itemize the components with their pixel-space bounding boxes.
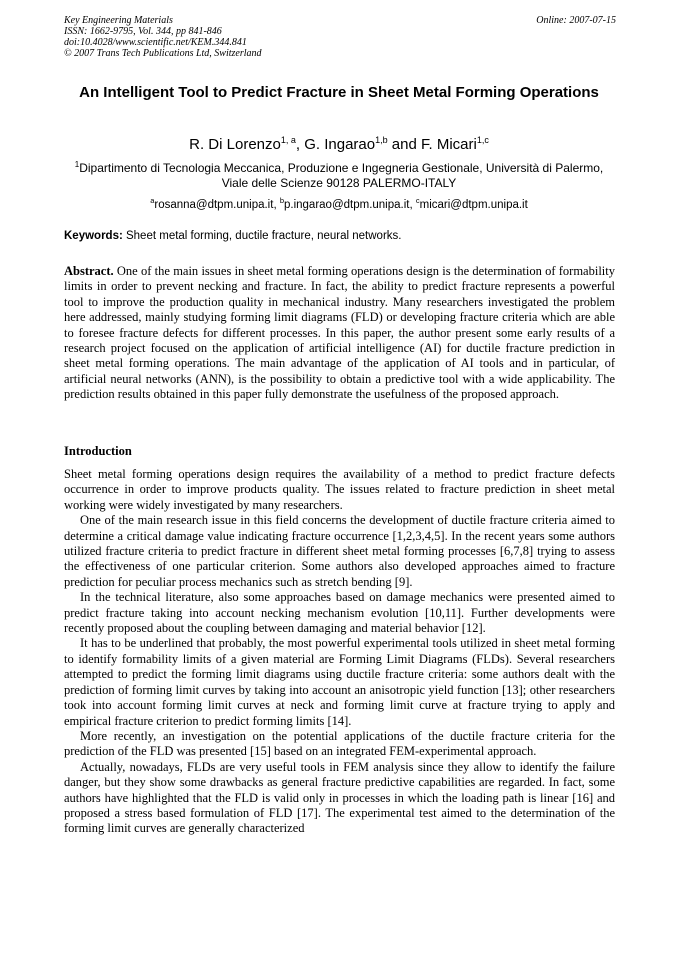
author-affiliation-mark: 1, a bbox=[280, 135, 296, 145]
abstract-text: One of the main issues in sheet metal forming operations design is the determination of formability limits in order to prevent necking and fracture. In fact, the ability to predict fracture represents a powerful tool to improve the production quality in mechanical industry. Many researchers investigated the problem here addressed, mainly studying forming limit diagrams (FLD) or developing fracture criteria which are able to foresee fracture defects for different processes. In this paper, the author present some early results of a research project focused on the application of artificial intelligence (AI) for ductile fracture prediction in sheet metal forming operations. The main advantage of the application of AI tools and in particular, of artificial neural networks (ANN), is the possibility to obtain a predictive tool with a wide applicability. The prediction results obtained in this paper fully demonstrate the usefulness of the proposed approach. bbox=[64, 264, 615, 402]
author-name: F. Micari bbox=[421, 136, 477, 153]
author-list bbox=[64, 130, 614, 155]
email-separator: , bbox=[273, 198, 280, 211]
journal-header bbox=[64, 15, 616, 59]
introduction-body bbox=[64, 467, 615, 837]
email-mark: c bbox=[415, 196, 420, 205]
paper-title: An Intelligent Tool to Predict Fracture in Sheet Metal Forming Operations bbox=[79, 84, 599, 101]
keywords-label: Keywords: bbox=[64, 230, 123, 242]
keywords-text: Sheet metal forming, ductile fracture, neural networks. bbox=[122, 230, 402, 242]
journal-name: Key Engineering Materials bbox=[64, 15, 173, 26]
email-mark: a bbox=[150, 196, 155, 205]
affiliation-mark: 1 bbox=[74, 160, 80, 169]
paragraph: One of the main research issue in this field concerns the development of ductile fracture criteria aimed to determine a critical damage value indicating fracture occurrence [1,2,3,4,5]. In the recent years some authors utilized fracture criteria to predict fracture in different sheet metal forming processes [6,7,8] trying to assess the effectiveness of one particular criterion. Some authors also developed approaches aimed to fracture prediction for peculiar process mechanics such as stretch bending [9]. bbox=[64, 513, 615, 589]
introduction-heading: Introduction bbox=[64, 444, 132, 458]
email-address[interactable]: p.ingarao@dtpm.unipa.it bbox=[284, 198, 410, 211]
email-list bbox=[64, 193, 614, 213]
email-address[interactable]: micari@dtpm.unipa.it bbox=[419, 198, 528, 211]
abstract bbox=[64, 264, 615, 403]
paragraph: Actually, nowadays, FLDs are very useful tools in FEM analysis since they allow to identify the failure danger, but they show some drawbacks as general fracture predictive capabilities are regarded. In fact, some authors have highlighted that the FLD is valid only in processes in which the loading path is linear [16] and proposed a stress based formulation of FLD [17]. The experimental test aimed to the determination of the forming limit curves are generally characterized bbox=[64, 759, 615, 836]
affiliation-text: Dipartimento di Tecnologia Meccanica, Produzione e Ingegneria Gestionale, Università di Palermo, Viale delle Scienze 90128 PALERMO-ITALY bbox=[79, 161, 604, 190]
author-name: R. Di Lorenzo bbox=[189, 136, 281, 153]
email-separator: , bbox=[409, 198, 416, 211]
email-address[interactable]: rosanna@dtpm.unipa.it bbox=[154, 198, 274, 211]
paragraph: More recently, an investigation on the potential applications of the ductile fracture criteria for the prediction of the FLD was presented [15] based on an integrated FEM-experimental approach. bbox=[64, 728, 615, 759]
doi-line: doi:10.4028/www.scientific.net/KEM.344.841 bbox=[64, 37, 247, 48]
paragraph: In the technical literature, also some approaches based on damage mechanics were presented aimed to predict fracture taking into account necking mechanism evolution [10,11]. Further developments were recently proposed about the coupling between damaging and material behavior [12]. bbox=[64, 590, 615, 636]
online-date: Online: 2007-07-15 bbox=[536, 15, 616, 26]
author-affiliation-mark: 1,b bbox=[375, 135, 388, 145]
author-name: G. Ingarao bbox=[304, 136, 376, 153]
keywords bbox=[64, 229, 614, 244]
affiliation bbox=[64, 157, 614, 191]
copyright-line: © 2007 Trans Tech Publications Ltd, Switzerland bbox=[64, 48, 262, 59]
paragraph: It has to be underlined that probably, the most powerful experimental tools utilized in sheet metal forming to identify formability limits of a given material are Forming Limit Diagrams (FLDs). Several researchers attempted to predict the forming limit diagrams using ductile fracture criteria: some authors dealt with the prediction of forming limit curves by taking into account an anisotropic yield function [13]; other researchers took into account forming limit curves at neck and forming limit curve at fracture trying to apply and empirical fracture criterion to predict forming limits [14]. bbox=[64, 636, 615, 728]
abstract-label: Abstract. bbox=[64, 264, 114, 278]
author-separator: , bbox=[295, 136, 305, 153]
email-mark: b bbox=[279, 196, 284, 205]
author-affiliation-mark: 1,c bbox=[476, 135, 489, 145]
author-separator: and bbox=[387, 136, 421, 153]
paragraph: Sheet metal forming operations design requires the availability of a method to predict fracture defects occurrence in order to improve products quality. The issues related to fracture prediction in sheet metal working were widely investigated by many researchers. bbox=[64, 467, 615, 512]
issn-line: ISSN: 1662-9795, Vol. 344, pp 841-846 bbox=[64, 26, 222, 37]
